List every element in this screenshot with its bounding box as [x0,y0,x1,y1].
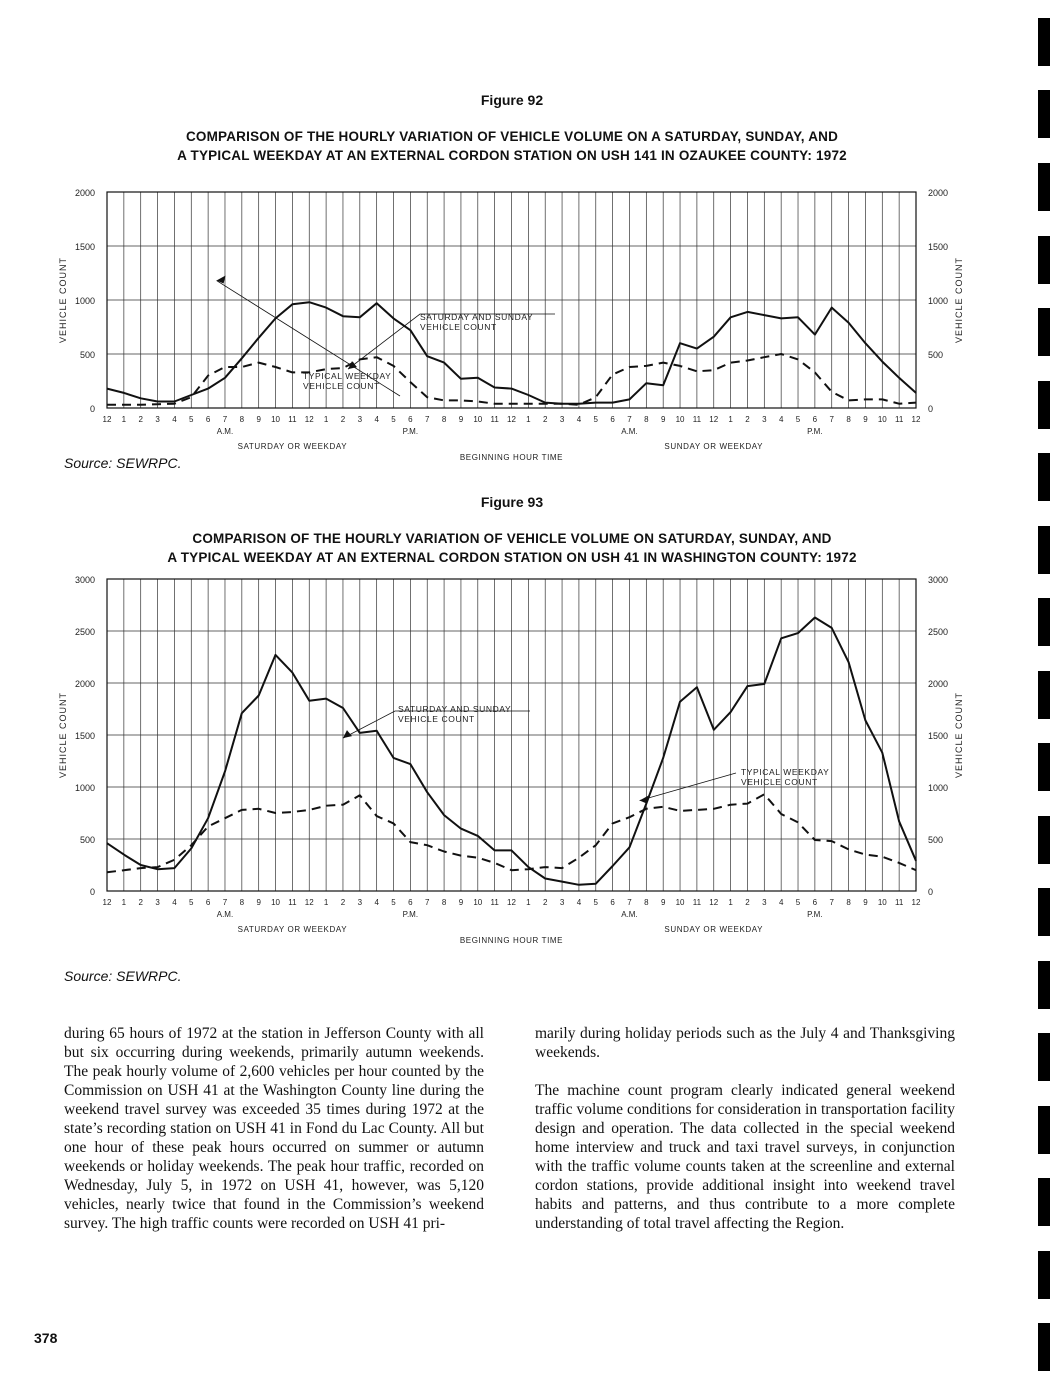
edge-mark [1038,381,1050,429]
x-tick-label: 9 [458,898,464,907]
x-tick-label: 2 [138,898,143,907]
x-tick-label: 3 [559,898,565,907]
x-tick-label: 3 [155,898,160,907]
x-tick-label: 9 [863,415,868,424]
y-tick-label-left: 2000 [74,188,95,198]
pm-label: P.M. [807,910,823,919]
y-tick-label-right: 500 [928,350,944,360]
edge-mark [1038,1178,1050,1226]
pm-label: P.M. [807,427,823,436]
x-tick-label: 6 [812,898,818,907]
x-tick-label: 1 [728,898,733,907]
callout-weekday-line2: VEHICLE COUNT [741,777,818,787]
body-paragraph: marily during holiday periods such as the July 4 and Thanksgiving weekends. [535,1025,955,1061]
edge-mark [1038,1251,1050,1299]
callout-weekend-line1: SATURDAY AND SUNDAY [420,312,534,322]
x-tick-label: 10 [473,898,483,907]
callout-weekday-line1: TYPICAL WEEKDAY [741,767,830,777]
x-tick-label: 11 [692,415,702,424]
edge-mark [1038,961,1050,1009]
body-paragraph: The machine count program clearly indicated general weekend traffic volume conditions for consideration in transportation facility design and operation. The data collected in the special weekend home interview and truck and taxi travel surveys, in conjunction with the traffic volume counts taken at the screenline and external cordon stations, provide additional insight into weekend travel habits and patterns, and thus contribute to a more complete understanding of total travel affecting the Region. [535,1082,955,1232]
x-tick-label: 11 [894,415,904,424]
x-tick-label: 9 [256,415,261,424]
x-tick-label: 4 [778,415,784,424]
x-tick-label: 12 [102,898,112,907]
edge-mark [1038,18,1050,66]
edge-mark [1038,308,1050,356]
x-tick-label: 11 [490,415,499,424]
y-tick-label-right: 1000 [928,783,949,793]
x-tick-label: 3 [357,898,363,907]
x-tick-label: 2 [745,898,750,907]
figure-93-title [0,529,1024,567]
y-tick-label-right: 0 [928,404,934,414]
y-axis-label-right: VEHICLE COUNT [954,691,964,779]
x-tick-label: 12 [709,415,719,424]
callout-weekend-line2: VEHICLE COUNT [398,714,475,724]
page-number: 378 [34,1330,58,1346]
x-tick-label: 6 [610,898,615,907]
x-tick-label: 2 [138,415,143,424]
x-tick-label: 3 [155,415,160,424]
y-tick-label-right: 1000 [928,296,949,306]
x-tick-label: 3 [357,415,363,424]
x-tick-label: 9 [458,415,464,424]
x-tick-label: 12 [709,898,719,907]
x-tick-label: 12 [911,415,921,424]
x-tick-label: 10 [473,415,483,424]
edge-mark [1038,816,1050,864]
y-axis-label-right: VEHICLE COUNT [954,256,964,344]
x-tick-label: 5 [593,415,598,424]
x-tick-label: 12 [507,415,516,424]
x-tick-label: 3 [762,415,767,424]
edge-mark [1038,163,1050,211]
period-label-sunday: SUNDAY OR WEEKDAY [664,925,764,934]
figure-92-title-line1: COMPARISON OF THE HOURLY VARIATION OF VEHICLE VOLUME ON A SATURDAY, SUNDAY, AND [185,129,839,144]
edge-mark [1038,1106,1050,1154]
edge-mark [1038,236,1050,284]
edge-mark [1038,453,1050,501]
x-tick-label: 7 [425,898,430,907]
edge-mark [1038,743,1050,791]
x-tick-label: 9 [660,415,666,424]
x-tick-label: 1 [121,415,127,424]
binding-edge-marks [1030,0,1050,1380]
y-tick-label-left: 0 [89,887,95,897]
x-tick-label: 6 [610,415,615,424]
x-tick-label: 8 [846,415,851,424]
edge-mark [1038,598,1050,646]
x-tick-label: 3 [559,415,565,424]
y-tick-label-right: 2000 [928,188,949,198]
x-tick-label: 5 [795,415,801,424]
x-tick-label: 7 [222,415,228,424]
x-tick-label: 2 [340,898,346,907]
am-label: A.M. [621,427,638,436]
pm-label: P.M. [402,910,419,919]
y-tick-label-left: 3000 [74,575,95,585]
x-tick-label: 8 [239,415,245,424]
x-tick-label: 10 [271,415,280,424]
y-tick-label-left: 2000 [74,679,95,689]
x-tick-label: 5 [189,415,194,424]
y-tick-label-left: 500 [79,350,95,360]
x-tick-label: 11 [894,898,904,907]
figure-92-chart [0,170,1000,465]
x-tick-label: 12 [304,898,314,907]
x-tick-label: 8 [441,415,447,424]
x-tick-label: 11 [288,415,297,424]
y-tick-label-left: 1000 [74,783,95,793]
x-tick-label: 11 [288,898,297,907]
period-label-sunday: SUNDAY OR WEEKDAY [664,442,764,451]
x-tick-label: 6 [205,898,211,907]
y-tick-label-right: 500 [928,835,944,845]
pm-label: P.M. [402,427,419,436]
x-tick-label: 4 [778,898,784,907]
x-tick-label: 4 [576,415,582,424]
am-label: A.M. [216,910,234,919]
edge-mark [1038,90,1050,138]
y-tick-label-right: 0 [928,887,934,897]
y-tick-label-right: 1500 [928,731,949,741]
x-tick-label: 8 [644,415,649,424]
figure-92-source: Source: SEWRPC. [64,455,182,471]
x-tick-label: 2 [542,898,548,907]
callout-weekday-line1: TYPICAL WEEKDAY [303,371,392,381]
x-tick-label: 7 [222,898,228,907]
edge-mark [1038,888,1050,936]
x-axis-label: BEGINNING HOUR TIME [459,453,564,462]
y-axis-label-left: VEHICLE COUNT [58,256,68,344]
x-tick-label: 7 [627,898,632,907]
x-tick-label: 12 [304,415,314,424]
figure-92-label: Figure 92 [480,92,544,108]
x-tick-label: 5 [391,415,396,424]
y-tick-label-right: 1500 [928,242,949,252]
x-tick-label: 8 [846,898,851,907]
x-tick-label: 5 [391,898,396,907]
x-tick-label: 1 [526,415,531,424]
figure-92-title [0,127,1024,165]
edge-mark [1038,1323,1050,1371]
x-tick-label: 4 [172,898,177,907]
am-label: A.M. [621,910,638,919]
x-tick-label: 1 [526,898,531,907]
am-label: A.M. [216,427,234,436]
x-tick-label: 1 [323,898,329,907]
x-tick-label: 4 [374,415,379,424]
x-tick-label: 7 [627,415,632,424]
x-tick-label: 1 [323,415,329,424]
x-tick-label: 7 [829,415,834,424]
x-tick-label: 6 [205,415,211,424]
y-tick-label-right: 2500 [928,627,949,637]
figure-93-title-line1: COMPARISON OF THE HOURLY VARIATION OF VEHICLE VOLUME ON SATURDAY, SUNDAY, AND [192,531,832,546]
x-tick-label: 10 [675,898,685,907]
x-tick-label: 10 [675,415,685,424]
figure-93-chart [0,565,1000,965]
x-tick-label: 5 [189,898,194,907]
x-tick-label: 10 [271,898,280,907]
x-tick-label: 10 [877,898,887,907]
y-tick-label-left: 0 [89,404,95,414]
period-label-saturday: SATURDAY OR WEEKDAY [237,442,348,451]
x-tick-label: 5 [795,898,801,907]
x-tick-label: 9 [863,898,868,907]
x-tick-label: 2 [745,415,750,424]
y-tick-label-right: 3000 [928,575,949,585]
x-tick-label: 12 [911,898,921,907]
figure-93-label: Figure 93 [480,494,544,510]
y-axis-label-left: VEHICLE COUNT [58,691,68,779]
y-tick-label-right: 2000 [928,679,949,689]
period-label-saturday: SATURDAY OR WEEKDAY [237,925,348,934]
y-tick-label-left: 1500 [74,731,95,741]
x-tick-label: 8 [644,898,649,907]
x-tick-label: 2 [340,415,346,424]
x-tick-label: 12 [507,898,516,907]
x-tick-label: 11 [490,898,499,907]
x-tick-label: 2 [542,415,548,424]
x-tick-label: 11 [692,898,702,907]
x-tick-label: 8 [239,898,245,907]
x-tick-label: 7 [425,415,430,424]
x-tick-label: 1 [728,415,733,424]
edge-mark [1038,1033,1050,1081]
body-column-right [535,1024,955,1252]
body-column-left [64,1024,484,1252]
x-tick-label: 8 [441,898,447,907]
x-tick-label: 7 [829,898,834,907]
edge-mark [1038,671,1050,719]
y-tick-label-left: 2500 [74,627,95,637]
callout-weekday-line2: VEHICLE COUNT [303,381,380,391]
x-tick-label: 5 [593,898,598,907]
x-tick-label: 3 [762,898,767,907]
x-tick-label: 6 [408,898,413,907]
x-tick-label: 4 [576,898,582,907]
x-tick-label: 9 [256,898,261,907]
callout-arrow-weekday [217,276,226,284]
y-tick-label-left: 1000 [74,296,95,306]
x-tick-label: 12 [102,415,112,424]
y-tick-label-left: 1500 [74,242,95,252]
figure-92-title-line2: A TYPICAL WEEKDAY AT AN EXTERNAL CORDON STATION ON USH 141 IN OZAUKEE COUNTY: 1972 [177,148,847,163]
figure-93-title-line2: A TYPICAL WEEKDAY AT AN EXTERNAL CORDON STATION ON USH 41 IN WASHINGTON COUNTY: 1972 [167,550,857,565]
x-tick-label: 9 [660,898,666,907]
x-tick-label: 1 [121,898,127,907]
x-axis-label: BEGINNING HOUR TIME [459,936,564,945]
y-tick-label-left: 500 [79,835,95,845]
body-paragraph: during 65 hours of 1972 at the station in Jefferson County with all but six occurring during weekends, primarily autumn weekends. The peak hourly volume of 2,600 vehicles per hour counted by the Commission on USH 41 at the Washington County line during the weekend travel survey was exceeded 35 times during 1972 at the state’s recording station on USH 41 in Fond du Lac County. All but one hour of these peak hours occurred on summer or autumn weekends or holiday weekends. The peak hour traffic, recorded on Wednesday, July 5, in 1972 on USH 41, however, was 5,120 vehicles, nearly twice that found in the Commission’s weekend survey. The high traffic counts were recorded on USH 41 pri- [64,1025,484,1232]
x-tick-label: 4 [374,898,379,907]
x-tick-label: 6 [812,415,818,424]
x-tick-label: 6 [408,415,413,424]
x-tick-label: 10 [877,415,887,424]
callout-weekend-line1: SATURDAY AND SUNDAY [398,704,512,714]
x-tick-label: 4 [172,415,177,424]
callout-weekend-line2: VEHICLE COUNT [420,322,497,332]
edge-mark [1038,526,1050,574]
figure-93-source: Source: SEWRPC. [64,968,182,984]
